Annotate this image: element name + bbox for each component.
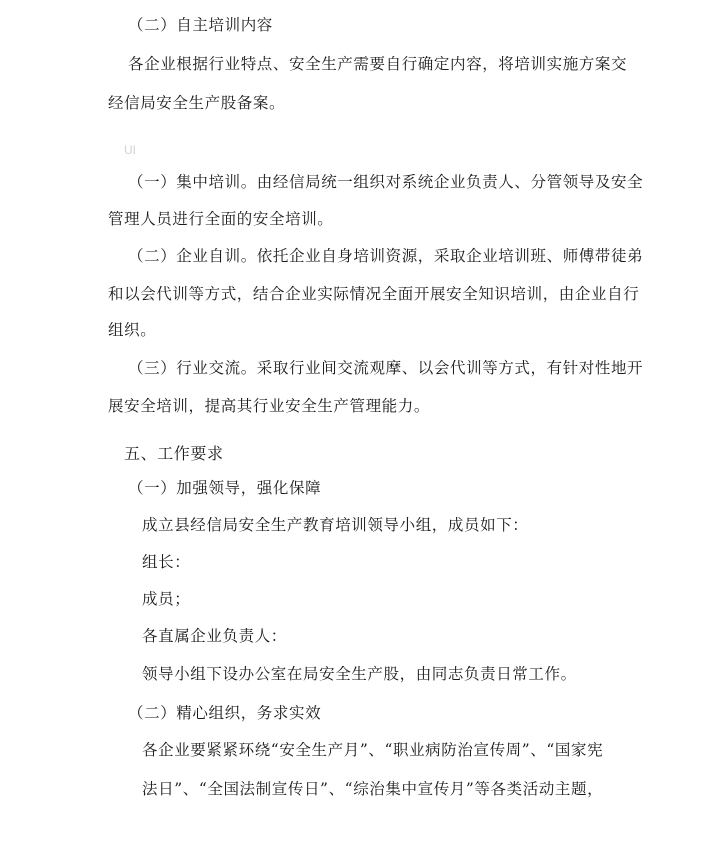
paragraph-line: 各企业根据行业特点、安全生产需要自行确定内容，将培训实施方案交 <box>128 55 628 73</box>
subsection-heading: （二）精心组织，务求实效 <box>128 704 322 722</box>
paragraph-line: 管理人员进行全面的安全培训。 <box>108 210 334 228</box>
paragraph-line: 和以会代训等方式，结合企业实际情况全面开展安全知识培训，由企业自行 <box>108 285 640 303</box>
paragraph-line: 各直属企业负责人： <box>142 627 287 645</box>
section-heading: 五、工作要求 <box>124 444 224 463</box>
paragraph-line: 组长： <box>142 553 191 571</box>
paragraph-line: 各企业要紧紧环绕“安全生产月”、“职业病防治宣传周”、“国家宪 <box>142 741 604 759</box>
paragraph-line: 成立县经信局安全生产教育培训领导小组，成员如下： <box>142 516 529 534</box>
paragraph-line: 法日”、“全国法制宣传日”、“综治集中宣传月”等各类活动主题， <box>142 780 604 798</box>
paragraph-line: 领导小组下设办公室在局安全生产股，由同志负责日常工作。 <box>142 665 577 683</box>
subsection-heading: （一）加强领导，强化保障 <box>128 479 322 497</box>
paragraph-line: 展安全培训，提高其行业安全生产管理能力。 <box>108 397 431 415</box>
paragraph-line: 组织。 <box>108 321 157 339</box>
paragraph-line: 成员； <box>142 590 191 608</box>
paragraph-line: （一）集中培训。由经信局统一组织对系统企业负责人、分管领导及安全 <box>128 173 644 191</box>
paragraph-line: （二）企业自训。依托企业自身培训资源，采取企业培训班、师傅带徒弟 <box>128 247 644 265</box>
faint-watermark-text: UI <box>124 143 136 157</box>
subsection-heading: （二）自主培训内容 <box>128 16 273 34</box>
paragraph-line: 经信局安全生产股备案。 <box>108 94 286 112</box>
paragraph-line: （三）行业交流。采取行业间交流观摩、以会代训等方式，有针对性地开 <box>128 359 644 377</box>
